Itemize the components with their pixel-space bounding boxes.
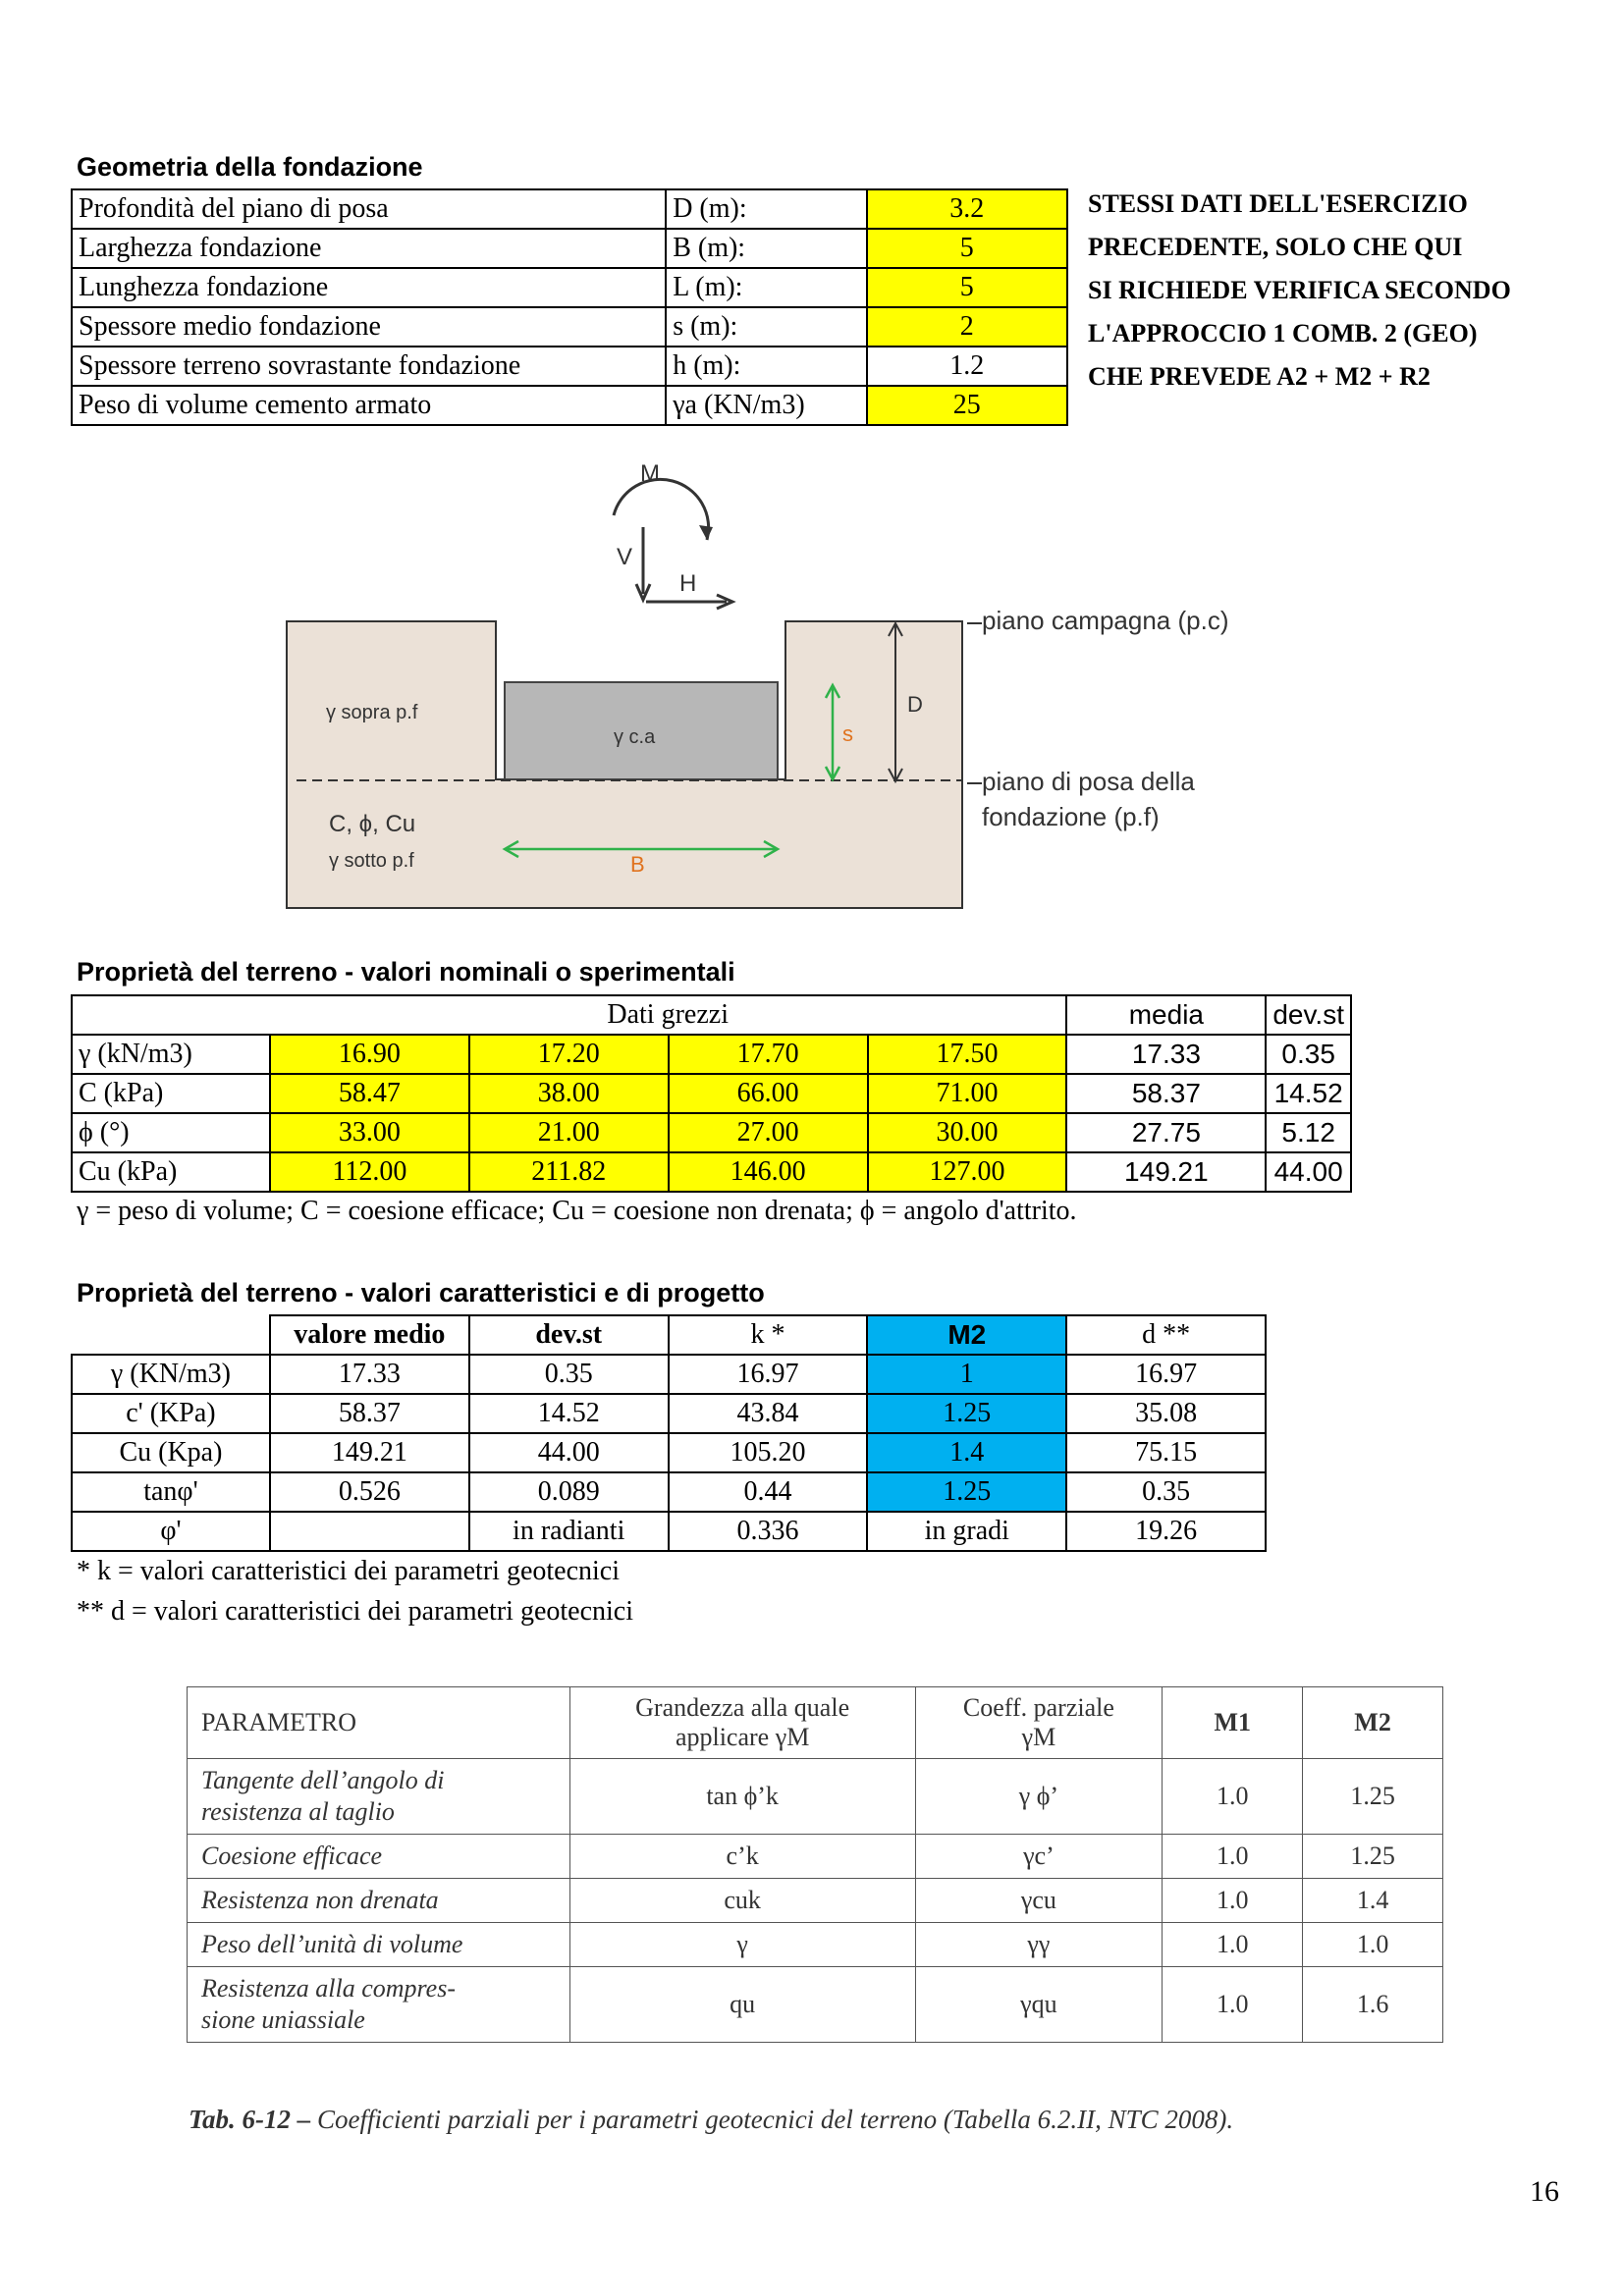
ntc-qty: c’k xyxy=(569,1835,915,1879)
devst-header: dev.st xyxy=(1266,995,1351,1035)
geometry-symbol: D (m): xyxy=(666,189,866,229)
piano-posa-label-2: fondazione (p.f) xyxy=(982,802,1160,831)
characteristic-phi-row xyxy=(72,1512,1266,1551)
geometry-value: 25 xyxy=(867,386,1067,425)
ntc-param: Peso dell’unità di volume xyxy=(188,1923,570,1967)
raw-data-header: Dati grezzi xyxy=(270,995,1067,1035)
characteristic-cell: 0.35 xyxy=(1066,1472,1266,1512)
label-H: H xyxy=(679,570,697,597)
ntc-m1: 1.0 xyxy=(1163,1835,1303,1879)
characteristic-phi-cell: in radianti xyxy=(469,1512,669,1551)
ntc-row xyxy=(188,1879,1443,1923)
geometry-value: 3.2 xyxy=(867,189,1067,229)
page-number: 16 xyxy=(1530,2175,1559,2208)
ntc-m2: 1.25 xyxy=(1303,1759,1443,1835)
characteristic-table xyxy=(71,1314,1267,1552)
note-line: STESSI DATI DELL'ESERCIZIO xyxy=(1088,189,1468,218)
geometry-label: Spessore medio fondazione xyxy=(72,307,666,347)
characteristic-cell: tanφ' xyxy=(72,1472,270,1512)
characteristic-cell: 35.08 xyxy=(1066,1394,1266,1433)
ntc-row xyxy=(188,1967,1443,2043)
characteristic-cell: 58.37 xyxy=(270,1394,469,1433)
ntc-m1: 1.0 xyxy=(1163,1967,1303,2043)
characteristic-cell: 149.21 xyxy=(270,1433,469,1472)
geometry-heading: Geometria della fondazione xyxy=(77,152,423,182)
label-D: D xyxy=(907,692,923,717)
characteristic-cell: 0.089 xyxy=(469,1472,669,1512)
ntc-m1-header: M1 xyxy=(1163,1687,1303,1759)
gamma-ca-label: γ c.a xyxy=(614,726,656,748)
characteristic-cell: 0.44 xyxy=(669,1472,868,1512)
characteristic-phi-cell: in gradi xyxy=(867,1512,1066,1551)
geometry-symbol: s (m): xyxy=(666,307,866,347)
soil-params-label: C, ϕ, Cu xyxy=(329,811,416,837)
footnote-k: * k = valori caratteristici dei parametri geotecnici xyxy=(77,1556,620,1586)
characteristic-cell: 44.00 xyxy=(469,1433,669,1472)
geometry-symbol: γa (KN/m3) xyxy=(666,386,866,425)
ntc-caption: Tab. 6-12 – Coefficienti parziali per i parametri geotecnici del terreno (Tabella 6.2.II, NTC 2008). xyxy=(189,2105,1234,2134)
characteristic-phi-cell: 19.26 xyxy=(1066,1512,1266,1551)
nominal-table xyxy=(71,994,1352,1193)
note-line: CHE PREVEDE A2 + M2 + R2 xyxy=(1088,362,1431,391)
nominal-raw-value: 146.00 xyxy=(669,1152,868,1192)
geometry-table xyxy=(71,188,1068,426)
nominal-row xyxy=(72,1074,1351,1113)
characteristic-cell: 16.97 xyxy=(1066,1355,1266,1394)
characteristic-header-cell: M2 xyxy=(867,1315,1066,1355)
ntc-param-header: PARAMETRO xyxy=(188,1687,570,1759)
characteristic-row xyxy=(72,1394,1266,1433)
characteristic-row xyxy=(72,1355,1266,1394)
nominal-raw-value: 30.00 xyxy=(868,1113,1067,1152)
characteristic-phi-cell: 0.336 xyxy=(669,1512,868,1551)
geometry-row xyxy=(72,268,1067,307)
note-line: PRECEDENTE, SOLO CHE QUI xyxy=(1088,233,1463,261)
footnote-d: ** d = valori caratteristici dei parametri geotecnici xyxy=(77,1596,633,1627)
ntc-m2: 1.25 xyxy=(1303,1835,1443,1879)
nominal-devst: 5.12 xyxy=(1266,1113,1351,1152)
ntc-row xyxy=(188,1923,1443,1967)
geometry-row xyxy=(72,229,1067,268)
geometry-note xyxy=(1088,183,1511,399)
characteristic-header-cell: valore medio xyxy=(270,1315,469,1355)
moment-arrow xyxy=(614,479,709,540)
ntc-param: Coesione efficace xyxy=(188,1835,570,1879)
note-line: SI RICHIEDE VERIFICA SECONDO xyxy=(1088,276,1511,304)
ntc-m2-header: M2 xyxy=(1303,1687,1443,1759)
nominal-raw-value: 33.00 xyxy=(270,1113,469,1152)
ntc-row xyxy=(188,1759,1443,1835)
nominal-devst: 0.35 xyxy=(1266,1035,1351,1074)
nominal-raw-value: 17.20 xyxy=(469,1035,669,1074)
ntc-coef-header: Coeff. parziale γM xyxy=(915,1687,1163,1759)
characteristic-phi-cell xyxy=(270,1512,469,1551)
characteristic-row xyxy=(72,1472,1266,1512)
characteristic-cell: 1 xyxy=(867,1355,1066,1394)
ntc-param: Resistenza alla compres- sione uniassiale xyxy=(188,1967,570,2043)
geometry-row xyxy=(72,189,1067,229)
foundation-diagram xyxy=(275,447,1316,923)
ntc-coef: γc’ xyxy=(915,1835,1163,1879)
nominal-row xyxy=(72,1152,1351,1192)
characteristic-cell: 16.97 xyxy=(669,1355,868,1394)
piano-campagna-label: piano campagna (p.c) xyxy=(982,606,1229,635)
nominal-raw-value: 71.00 xyxy=(868,1074,1067,1113)
piano-posa-label-1: piano di posa della xyxy=(982,767,1195,796)
characteristic-cell: 1.25 xyxy=(867,1472,1066,1512)
nominal-raw-value: 38.00 xyxy=(469,1074,669,1113)
characteristic-header-cell: d ** xyxy=(1066,1315,1266,1355)
gamma-sopra-label: γ sopra p.f xyxy=(326,702,418,723)
geometry-value: 5 xyxy=(867,229,1067,268)
nominal-label: C (kPa) xyxy=(72,1074,270,1113)
characteristic-row xyxy=(72,1433,1266,1472)
ntc-m1: 1.0 xyxy=(1163,1923,1303,1967)
nominal-raw-value: 21.00 xyxy=(469,1113,669,1152)
nominal-label: ϕ (°) xyxy=(72,1113,270,1152)
characteristic-phi-cell: φ' xyxy=(72,1512,270,1551)
nominal-media: 27.75 xyxy=(1066,1113,1266,1152)
geometry-symbol: L (m): xyxy=(666,268,866,307)
geometry-label: Peso di volume cemento armato xyxy=(72,386,666,425)
ntc-coef: γqu xyxy=(915,1967,1163,2043)
ntc-m2: 1.0 xyxy=(1303,1923,1443,1967)
nominal-raw-value: 16.90 xyxy=(270,1035,469,1074)
nominal-legend: γ = peso di volume; C = coesione efficace; Cu = coesione non drenata; ϕ = angolo d'attrito. xyxy=(77,1196,1077,1226)
ntc-table xyxy=(187,1686,1443,2043)
ntc-m1: 1.0 xyxy=(1163,1879,1303,1923)
characteristic-cell: γ (KN/m3) xyxy=(72,1355,270,1394)
geometry-label: Larghezza fondazione xyxy=(72,229,666,268)
characteristic-cell: 105.20 xyxy=(669,1433,868,1472)
characteristic-header-row xyxy=(72,1315,1266,1355)
geometry-value: 2 xyxy=(867,307,1067,347)
gamma-sotto-label: γ sotto p.f xyxy=(329,850,414,872)
geometry-value: 1.2 xyxy=(867,347,1067,386)
geometry-row xyxy=(72,386,1067,425)
characteristic-cell: c' (KPa) xyxy=(72,1394,270,1433)
ntc-qty: cuk xyxy=(569,1879,915,1923)
geometry-symbol: B (m): xyxy=(666,229,866,268)
geometry-row xyxy=(72,307,1067,347)
nominal-raw-value: 112.00 xyxy=(270,1152,469,1192)
characteristic-cell: 1.4 xyxy=(867,1433,1066,1472)
nominal-heading: Proprietà del terreno - valori nominali o sperimentali xyxy=(77,957,735,987)
ntc-param: Resistenza non drenata xyxy=(188,1879,570,1923)
geometry-label: Lunghezza fondazione xyxy=(72,268,666,307)
characteristic-header-cell: k * xyxy=(669,1315,868,1355)
nominal-row xyxy=(72,1113,1351,1152)
nominal-raw-value: 17.50 xyxy=(868,1035,1067,1074)
characteristic-cell: Cu (Kpa) xyxy=(72,1433,270,1472)
characteristic-header-cell: dev.st xyxy=(469,1315,669,1355)
ntc-qty: tan ϕ’k xyxy=(569,1759,915,1835)
ntc-m2: 1.4 xyxy=(1303,1879,1443,1923)
ntc-coef: γγ xyxy=(915,1923,1163,1967)
nominal-media: 17.33 xyxy=(1066,1035,1266,1074)
characteristic-heading: Proprietà del terreno - valori caratteristici e di progetto xyxy=(77,1278,765,1308)
label-V: V xyxy=(617,544,633,570)
geometry-label: Profondità del piano di posa xyxy=(72,189,666,229)
nominal-row xyxy=(72,1035,1351,1074)
geometry-value: 5 xyxy=(867,268,1067,307)
ntc-qty: qu xyxy=(569,1967,915,2043)
nominal-raw-value: 127.00 xyxy=(868,1152,1067,1192)
characteristic-cell: 14.52 xyxy=(469,1394,669,1433)
nominal-devst: 44.00 xyxy=(1266,1152,1351,1192)
nominal-raw-value: 211.82 xyxy=(469,1152,669,1192)
characteristic-cell: 43.84 xyxy=(669,1394,868,1433)
nominal-raw-value: 66.00 xyxy=(669,1074,868,1113)
nominal-raw-value: 27.00 xyxy=(669,1113,868,1152)
nominal-label: Cu (kPa) xyxy=(72,1152,270,1192)
ntc-qty: γ xyxy=(569,1923,915,1967)
characteristic-cell: 17.33 xyxy=(270,1355,469,1394)
geometry-label: Spessore terreno sovrastante fondazione xyxy=(72,347,666,386)
characteristic-cell: 0.526 xyxy=(270,1472,469,1512)
nominal-raw-value: 58.47 xyxy=(270,1074,469,1113)
label-M: M xyxy=(640,460,660,487)
characteristic-cell: 75.15 xyxy=(1066,1433,1266,1472)
ntc-coef: γcu xyxy=(915,1879,1163,1923)
nominal-label: γ (kN/m3) xyxy=(72,1035,270,1074)
nominal-media: 149.21 xyxy=(1066,1152,1266,1192)
ntc-m2: 1.6 xyxy=(1303,1967,1443,2043)
geometry-row xyxy=(72,347,1067,386)
ntc-qty-header: Grandezza alla quale applicare γM xyxy=(569,1687,915,1759)
ntc-row xyxy=(188,1835,1443,1879)
media-header: media xyxy=(1066,995,1266,1035)
geometry-symbol: h (m): xyxy=(666,347,866,386)
label-s: s xyxy=(842,721,853,746)
nominal-devst: 14.52 xyxy=(1266,1074,1351,1113)
label-B: B xyxy=(630,852,645,877)
ntc-coef: γ ϕ’ xyxy=(915,1759,1163,1835)
characteristic-header-cell xyxy=(72,1315,270,1355)
characteristic-cell: 0.35 xyxy=(469,1355,669,1394)
nominal-media: 58.37 xyxy=(1066,1074,1266,1113)
ntc-param: Tangente dell’angolo di resistenza al taglio xyxy=(188,1759,570,1835)
nominal-raw-value: 17.70 xyxy=(669,1035,868,1074)
note-line: L'APPROCCIO 1 COMB. 2 (GEO) xyxy=(1088,319,1478,347)
characteristic-cell: 1.25 xyxy=(867,1394,1066,1433)
ntc-m1: 1.0 xyxy=(1163,1759,1303,1835)
